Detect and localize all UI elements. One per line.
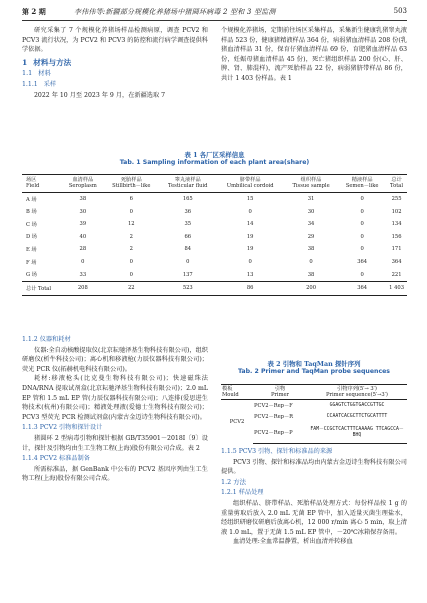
table-cell: 38 xyxy=(79,196,87,203)
section-heading-1-1-5: 1.1.5 PCV3 引物、探针和标准品的来源 xyxy=(221,448,333,455)
table1-header-cell: 组织样品 Tissue sample xyxy=(284,175,338,193)
table2-template-cell: PCV2 xyxy=(229,419,245,426)
table-cell: GGAGTCTGGTGACCGTTGC xyxy=(329,402,385,408)
running-header xyxy=(22,7,407,19)
table-cell: 0 xyxy=(360,208,364,215)
table-cell: 364 xyxy=(338,281,386,295)
table-row-total xyxy=(22,281,407,295)
table-row xyxy=(22,218,407,231)
left-column-top xyxy=(22,26,208,100)
sampling-paragraph: 2022 年 10 月至 2023 年 9 月，在新疆选取 7 xyxy=(34,91,166,99)
table-cell: 0 xyxy=(360,221,364,228)
table-cell: 364 xyxy=(357,259,368,266)
intro-paragraph: 研究采集了 7 个规模化养猪场样品检测病原，调查 PCV2 和 PCV3 流行状况，为 PCV2 和 PCV3 的防控和流行病学调查提供科学依据。 xyxy=(22,27,208,54)
table-cell: G 场 xyxy=(26,272,37,279)
table-cell: 40 xyxy=(79,233,87,240)
table-cell: 2 xyxy=(129,246,133,253)
table-cell: 221 xyxy=(391,271,402,278)
table-cell: 38 xyxy=(307,271,315,278)
table-cell: 0 xyxy=(129,259,133,266)
sample-processing-paragraph: 组织样品、脐带样品、死胎样品处理方式：每份样品按 1 g 的重量剪取后放入 2.0 mL 无菌 EP 管中，加入适量灭菌生理盐水，经组织研磨仪研磨后放离心机，12 000 r/min 离心 5 min，取上清液 1.0 mL，置于无菌 1.5 mL EP 管中，－20℃冰箱保存备用。 xyxy=(221,499,407,536)
section-heading-1-1-3: 1.1.3 PCV2 引物和探针设计 xyxy=(22,424,103,432)
section-heading-1-1: 1.1 材料 xyxy=(22,69,51,78)
section-heading-1-1-1: 1.1.1 采样 xyxy=(22,80,57,88)
table1-header-cell: 精液样品 Semen－like xyxy=(338,175,386,193)
table-row xyxy=(22,243,407,256)
table-cell: 137 xyxy=(182,271,193,278)
table-cell: 208 xyxy=(62,281,103,295)
table-cell: 30 xyxy=(307,208,315,215)
table-cell: 36 xyxy=(184,208,192,215)
table-cell: FAM－CCGCTCACTTTCAAAAG TTCAGCCA－BHQ xyxy=(307,423,407,444)
table-cell: 28 xyxy=(79,246,87,253)
table-cell: 1 403 xyxy=(386,281,407,295)
table-cell: 0 xyxy=(186,259,190,266)
table-cell: 0 xyxy=(81,259,85,266)
table1-sampling-info xyxy=(22,174,407,296)
table-cell: PCV2－Rep－F xyxy=(254,402,293,409)
table-cell: 0 xyxy=(248,208,252,215)
table-cell: CCAATCACGCTTCTGCATTTT xyxy=(326,414,388,420)
table-cell: 33 xyxy=(79,271,87,278)
right-column-top xyxy=(221,26,407,84)
table-cell: PCV2－Rep－P xyxy=(253,423,307,444)
table-cell: PCV2－Rep－R xyxy=(254,414,294,421)
table-cell: 35 xyxy=(184,221,192,228)
table-cell: 156 xyxy=(391,233,402,240)
table-row xyxy=(22,268,407,281)
table1-header-cell: 死胎样品 Stillbirth－like xyxy=(103,175,159,193)
table2-header-sequence: 引物序列(5′→ 3′) Primer sequence(5′→3′) xyxy=(307,385,407,400)
header-rule xyxy=(22,20,407,21)
table-cell: 0 xyxy=(360,233,364,240)
section-heading-1-1-4: 1.1.4 PCV2 标准品制备 xyxy=(22,455,90,463)
section-heading-1: 1 材料与方法 xyxy=(22,57,72,67)
table-cell: 19 xyxy=(246,246,254,253)
table2-primer-sequences xyxy=(221,384,407,444)
table-cell: 0 xyxy=(360,246,364,253)
serum-processing-paragraph: 血清处理:全血常温静置，析出血清并转移血 xyxy=(233,538,353,546)
table-cell: 171 xyxy=(391,246,402,253)
table-cell: 0 xyxy=(360,271,364,278)
table-cell: D 场 xyxy=(26,234,37,241)
instruments-paragraph: 仪器:全自动核酸提取仪(北京耘驰泽基生物科技有限公司)，组织研磨仪(析牛科技公司)；离心机和移液枪(力辰仪器科技有限公司)；荧光 PCR 仪(拓赫机电科技有限公司)。 xyxy=(22,346,208,373)
table-cell: 6 xyxy=(129,196,133,203)
page-number: 503 xyxy=(393,7,407,15)
table2-caption-zh: 表 2 引物和 TaqMan 探针序列 xyxy=(267,360,361,368)
sampling-detail-paragraph: 个规模化养猪场，定期前往场区采集样品，采集新生健康乳猪睾丸液样品 523 份，健康猪精液样品 364 份，病弱猪血清样品 208 份(乳猪血清样品 31 份，保育仔猪血清样品 69 份，育肥猪血清样品 63 份，妊娠母猪血清样品 45 份)，死亡猪组织样品 200 份(心、肝、脾、肾、肺混样)，流产死胎样品 22 份，病弱猪脐带样品 86 份，共计 1 403 份样品。表 1 xyxy=(221,27,407,82)
table2-header-mould: 模板 Mould xyxy=(221,385,253,400)
table1-header-cell: 场区 Field xyxy=(22,175,62,193)
table-cell: 15 xyxy=(246,196,254,203)
table-cell: 总计 Total xyxy=(22,281,62,295)
section-heading-1-1-2: 1.1.2 仪器和耗材 xyxy=(22,336,71,343)
table-row xyxy=(22,231,407,244)
section-heading-1-2: 1.2 方法 xyxy=(221,477,246,486)
table1-caption xyxy=(22,150,407,166)
table-cell: 0 xyxy=(309,259,313,266)
table-cell: B 场 xyxy=(26,209,37,216)
table-cell: 31 xyxy=(307,196,315,203)
running-title: 李伟伟等:新疆部分规模化养猪场中猪圆环病毒 2 型和 3 型监测 xyxy=(74,8,276,16)
table2-header-primer: 引物 Primer xyxy=(253,385,307,400)
left-column-bottom xyxy=(22,334,208,484)
table-cell: 102 xyxy=(391,208,402,215)
primer-design-paragraph: 猪圆环 2 型病毒引物和探针根据 GB/T35901－2018I〔9〕设计，探针及引物均由生工生物工程(上海)股份有限公司合成。表 2 xyxy=(22,434,208,452)
pcv3-source-paragraph: PCV3 引物、探针和标准品均由内蒙古金迈诗生物科技有限公司提供。 xyxy=(221,458,407,476)
table-cell: 364 xyxy=(391,259,402,266)
standard-prep-paragraph: 所需标准品，据 GenBank 中公布的 PCV2 基因序列由生工生物工程(上海)股份有限公司合成。 xyxy=(22,465,208,483)
table-cell: 12 xyxy=(127,221,135,228)
table-cell: E 场 xyxy=(26,246,37,253)
right-column-bottom xyxy=(221,446,407,547)
table-row xyxy=(221,400,407,412)
table1-header-cell: 血清样品 Seroplasm xyxy=(62,175,103,193)
table1-header-cell: 睾丸液样品 Testicular fluid xyxy=(159,175,216,193)
table-cell: 30 xyxy=(79,208,87,215)
table-cell: 38 xyxy=(307,246,315,253)
table-cell: 39 xyxy=(79,221,87,228)
table-cell: 523 xyxy=(159,281,216,295)
table-cell: 134 xyxy=(391,221,402,228)
table-cell: 0 xyxy=(248,259,252,266)
table-cell: 66 xyxy=(184,233,192,240)
table-cell: 29 xyxy=(307,233,315,240)
issue-number: 第 2 期 xyxy=(22,7,46,16)
table2-caption-en: Tab. 2 Primer and TaqMan probe sequences xyxy=(237,368,390,375)
table-cell: 34 xyxy=(307,221,315,228)
table-cell: 14 xyxy=(246,221,254,228)
table-cell: 165 xyxy=(182,196,193,203)
consumables-paragraph: 耗材:移液枪头(比克曼生物科技有限公司)；快速磁珠法 DNA/RNA 提取试剂盒(北京耘驰泽基生物科技有限公司)；2.0 mL EP 管和 1.5 mL EP 管(力辰仪器科技有限公司)；八连排(爱思进生物技术(杭州)有限公司)；精液处理液(爱德士生物科技有限公司)；PCV3 型荧光 PCR 检测试剂盒(内蒙古金迈诗生物科技有限公司)。 xyxy=(22,375,208,421)
table-cell: 255 xyxy=(391,196,402,203)
section-heading-1-2-1: 1.2.1 样品处理 xyxy=(221,489,264,497)
table2-caption xyxy=(221,359,407,375)
table-cell: 13 xyxy=(246,271,254,278)
table-cell: F 场 xyxy=(26,259,37,266)
table-cell: 200 xyxy=(284,281,338,295)
table1-caption-zh: 表 1 各厂区采样信息 xyxy=(184,151,245,159)
table-row xyxy=(22,192,407,205)
table-cell: 84 xyxy=(184,246,192,253)
table-cell: 0 xyxy=(129,271,133,278)
table-cell: 22 xyxy=(103,281,159,295)
table-cell: 2 xyxy=(129,233,133,240)
table-cell: A 场 xyxy=(26,196,37,203)
table-row xyxy=(22,256,407,269)
table-cell: 86 xyxy=(216,281,284,295)
table-cell: C 场 xyxy=(26,221,37,228)
table-row xyxy=(22,205,407,218)
table1-header-cell: 脐带样品 Umbilical cordoid xyxy=(216,175,284,193)
table-cell: 0 xyxy=(360,196,364,203)
table1-header-cell: 总计 Total xyxy=(386,175,407,193)
table1-caption-en: Tab. 1 Sampling information of each plant area(share) xyxy=(119,159,310,166)
table-cell: 0 xyxy=(129,208,133,215)
table-cell: 19 xyxy=(246,233,254,240)
